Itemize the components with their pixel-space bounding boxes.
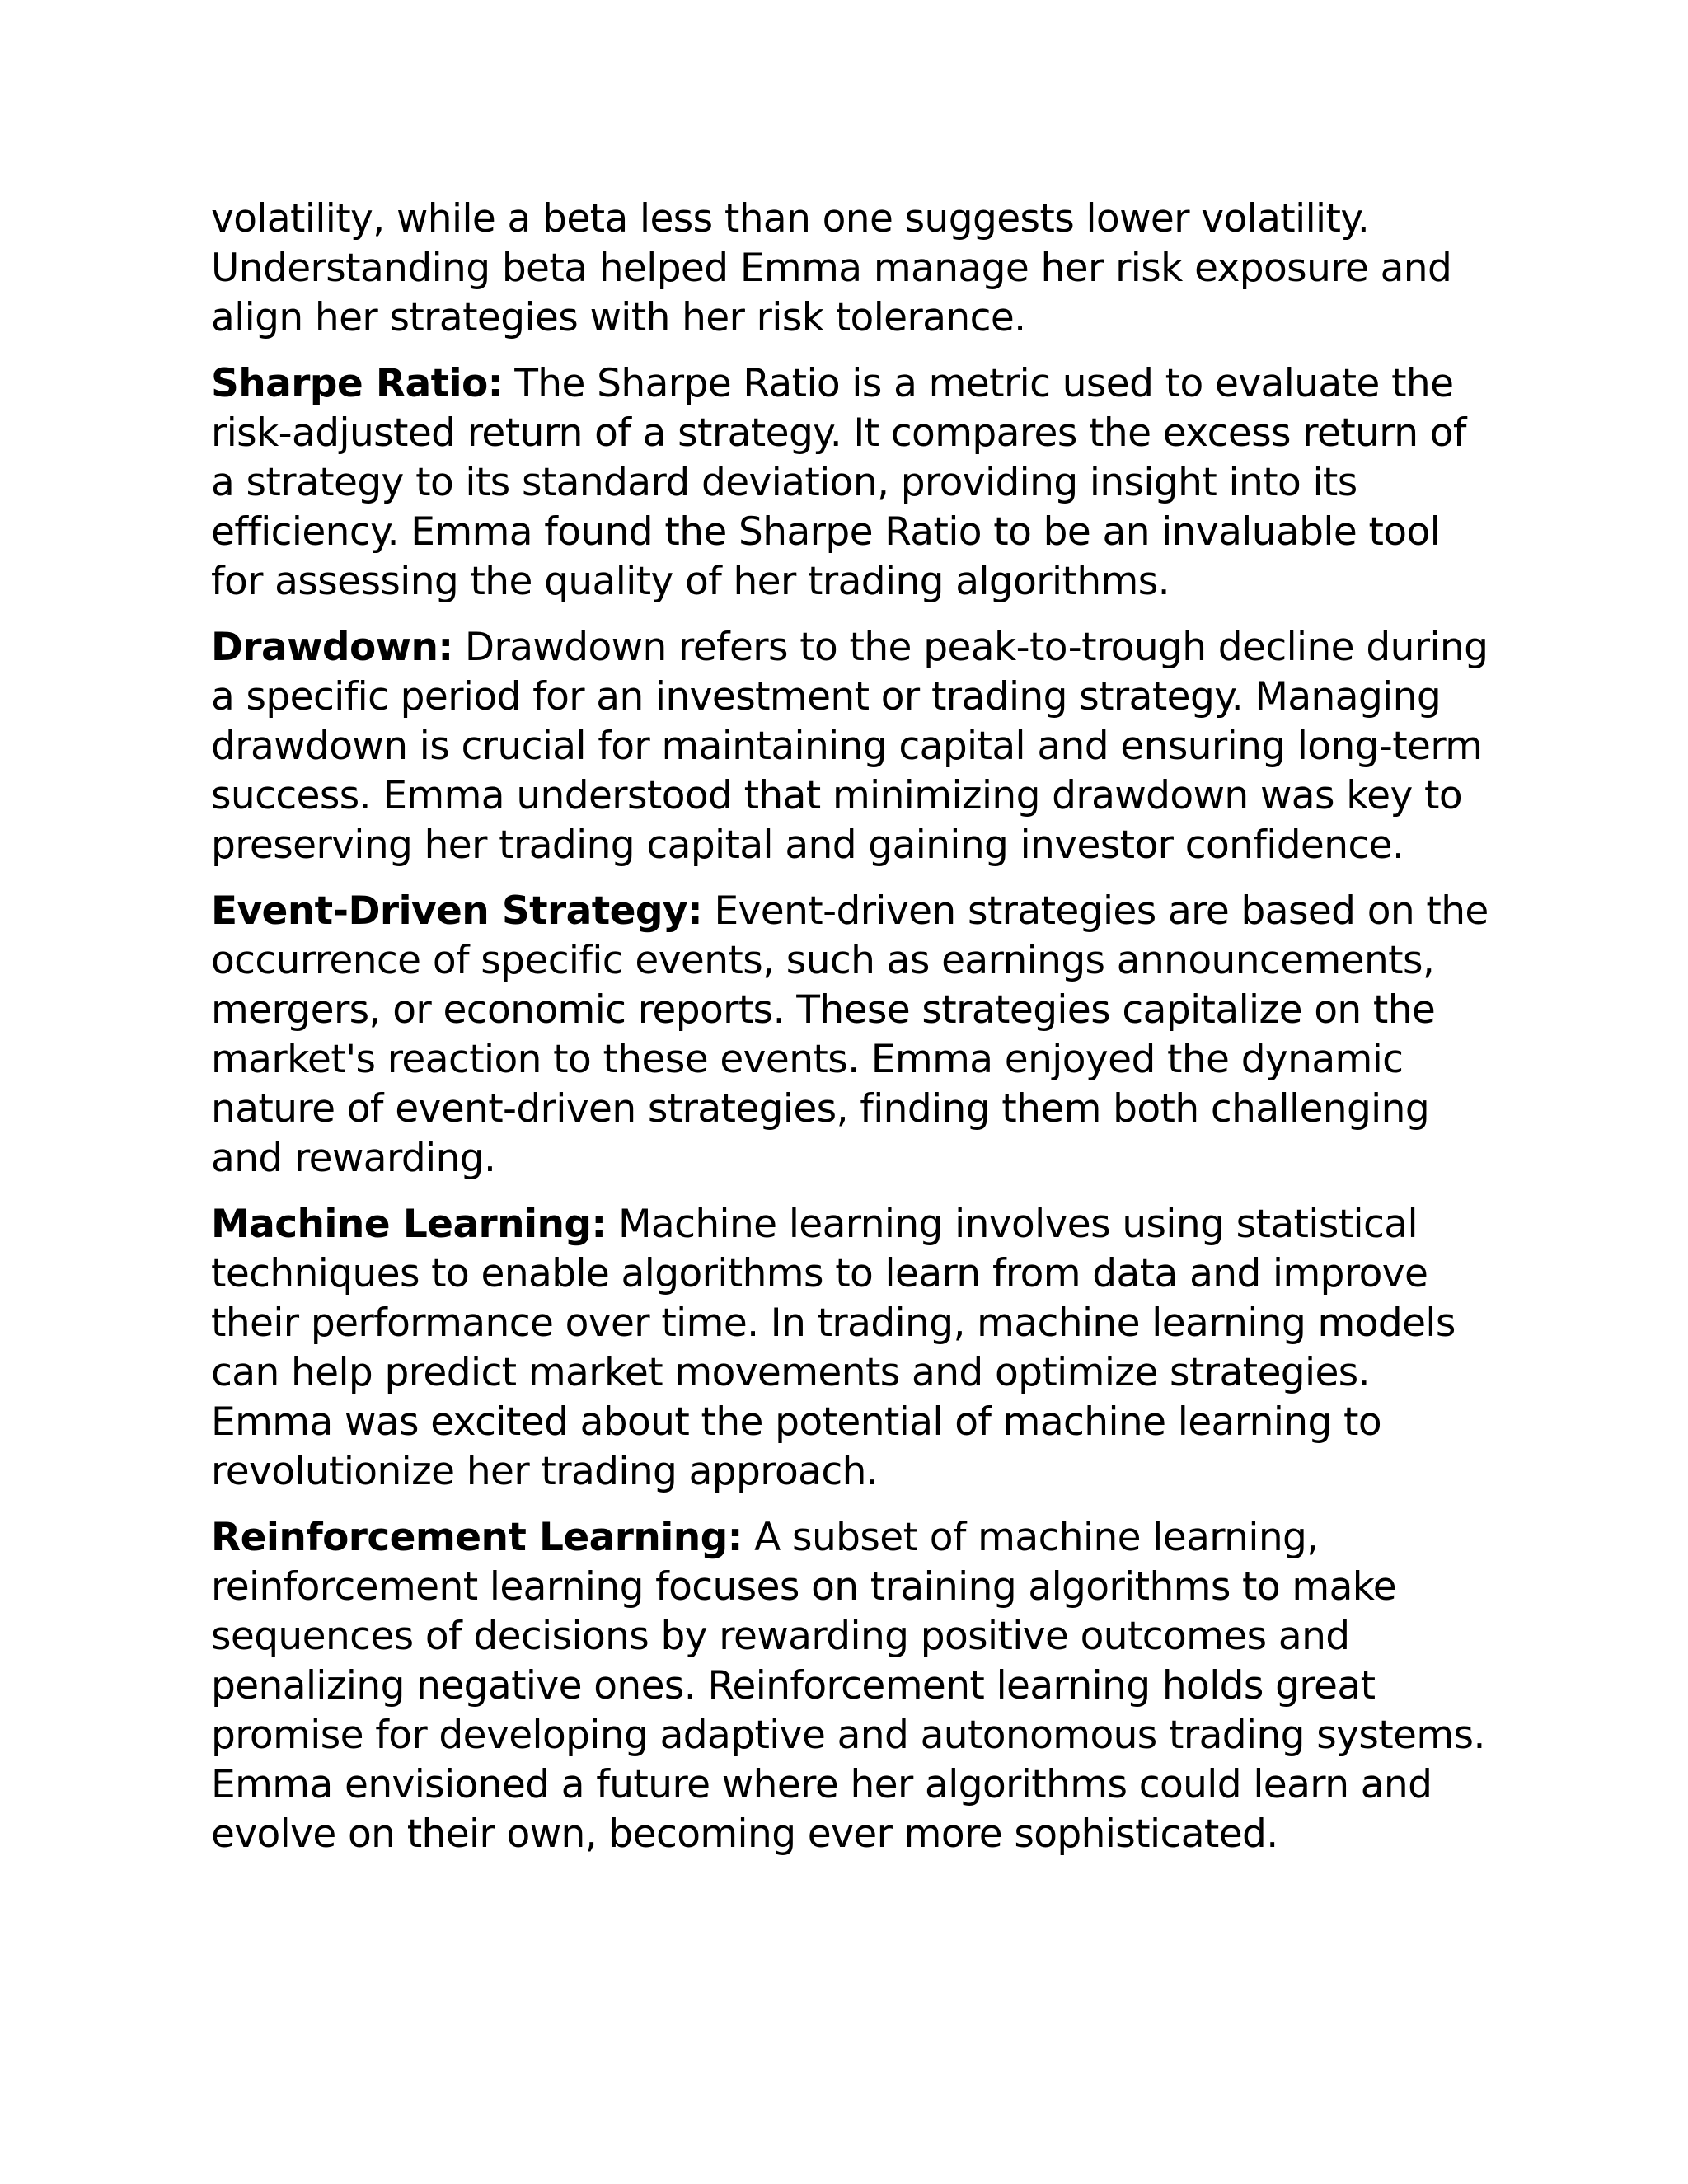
entry-term: Event-Driven Strategy: bbox=[211, 888, 703, 934]
entry-term: Machine Learning: bbox=[211, 1202, 607, 1247]
entry-machine-learning bbox=[211, 1200, 1497, 1497]
entry-term: Sharpe Ratio: bbox=[211, 361, 503, 406]
entry-term: Reinforcement Learning: bbox=[211, 1515, 743, 1560]
intro-paragraph: volatility, while a beta less than one suggests lower volatility. Understanding beta helped Emma manage her risk exposure and align her strategies with her risk tolerance. bbox=[211, 196, 1452, 340]
entry-term: Drawdown: bbox=[211, 625, 453, 670]
entry-reinforcement-learning bbox=[211, 1513, 1497, 1859]
entry-event-driven-strategy bbox=[211, 887, 1497, 1183]
entry-sharpe-ratio bbox=[211, 359, 1497, 607]
entry-text: Event-driven strategies are based on the occurrence of specific events, such as earnings announcements, mergers, or economic reports. These strategies capitalize on the market's reaction to these events. Emma enjoyed the dynamic nature of event-driven strategies, finding them both challenging and rewarding. bbox=[211, 888, 1489, 1181]
entry-text: A subset of machine learning, reinforcement learning focuses on training algorithms to make sequences of decisions by rewarding positive outcomes and penalizing negative ones. Reinforcement learning holds great promise for developing adaptive and autonomous trading systems. Emma envisioned a future where her algorithms could learn and evolve on their own, becoming ever more sophisticated. bbox=[211, 1515, 1485, 1857]
entry-text: Machine learning involves using statistical techniques to enable algorithms to learn from data and improve their performance over time. In trading, machine learning models can help predict market movements and optimize strategies. Emma was excited about the potential of machine learning to revolutionize her trading approach. bbox=[211, 1202, 1456, 1494]
entry-text: Drawdown refers to the peak-to-trough decline during a specific period for an investment or trading strategy. Managing drawdown is crucial for maintaining capital and ensuring long-term success. Emma understood that minimizing drawdown was key to preserving her trading capital and gaining investor confidence. bbox=[211, 625, 1489, 868]
entry-drawdown bbox=[211, 623, 1497, 870]
entry-text: The Sharpe Ratio is a metric used to evaluate the risk-adjusted return of a strategy. It compares the excess return of a strategy to its standard deviation, providing insight into its efficiency. Emma found the Sharpe Ratio to be an invaluable tool for assessing the quality of her trading algorithms. bbox=[211, 361, 1466, 604]
document-body bbox=[211, 194, 1497, 1876]
